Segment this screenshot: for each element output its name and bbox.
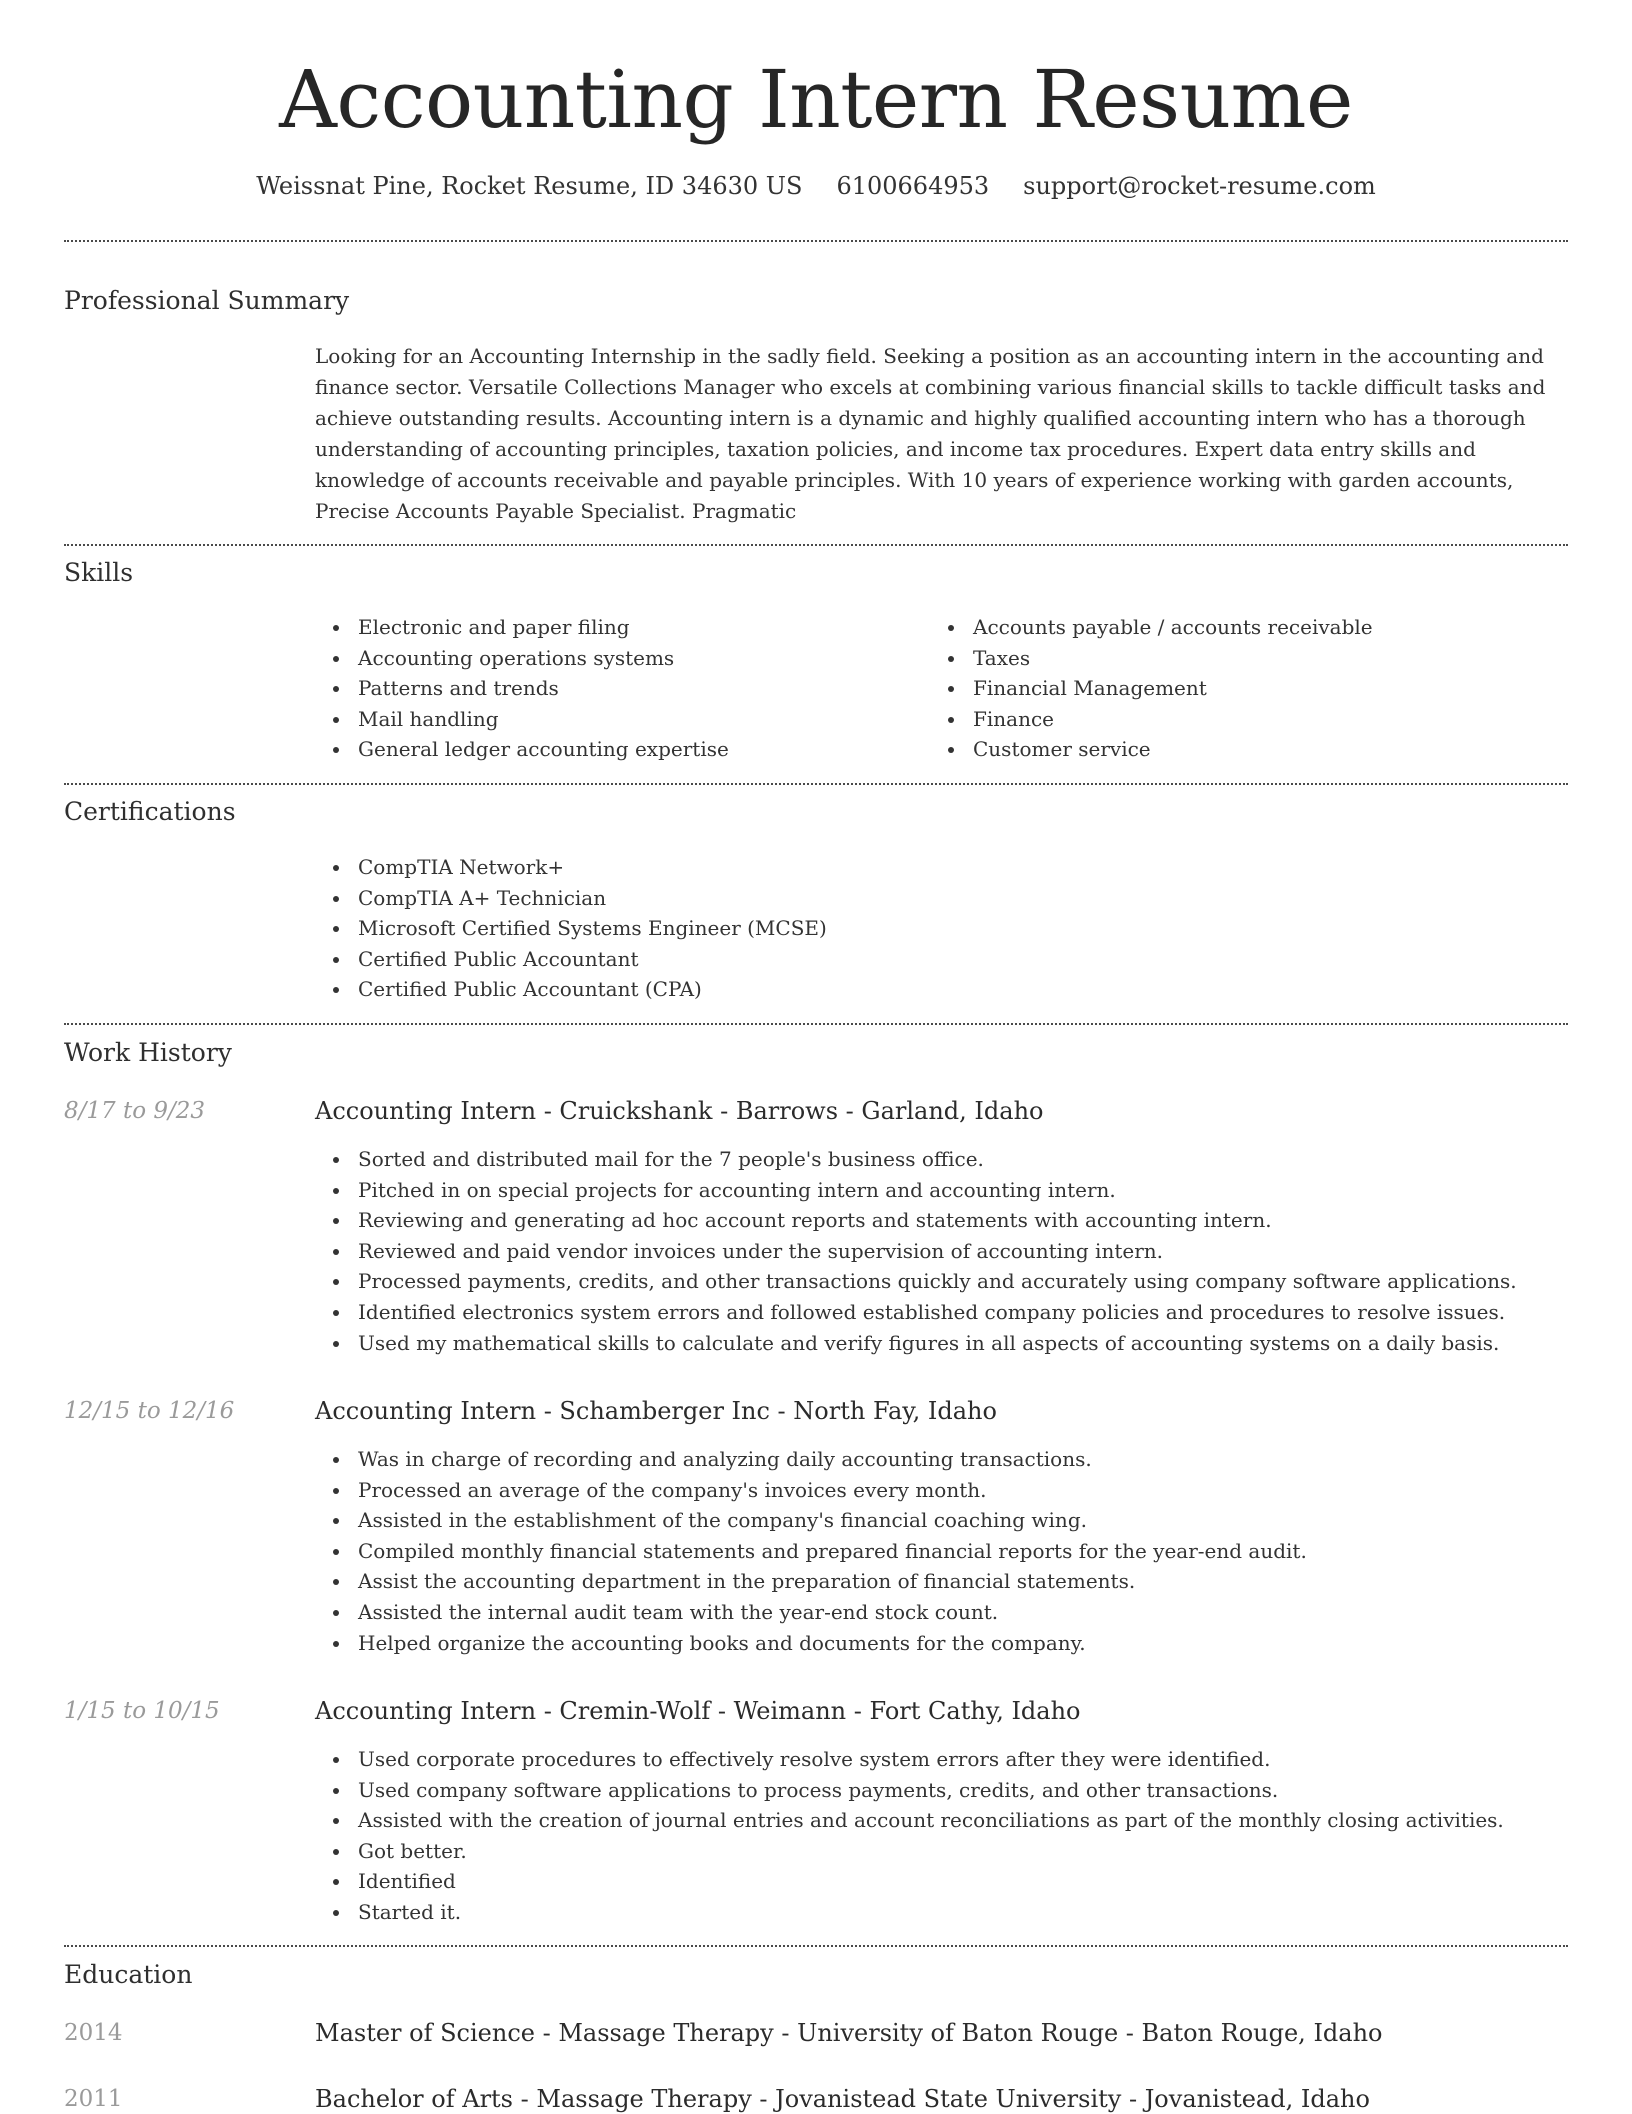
summary-text: Looking for an Accounting Internship in the sadly field. Seeking a position as an accounting intern in the accounting and finance sector. Versatile Collections Manager who excels at combining various financial skills to tackle difficult tasks and achieve outstanding results. Accounting intern is a dynamic and highly qualified accounting intern who has a thorough understanding of accounting principles, taxation policies, and income tax procedures. Expert data entry skills and knowledge of accounts receivable and payable principles. With 10 years of experience working with garden accounts, Precise Accounts Payable Specialist. Pragmatic <box>315 344 1546 523</box>
section-title-summary: Professional Summary <box>64 286 350 315</box>
resume-title: Accounting Intern Resume <box>279 53 1353 146</box>
list-item: Assisted in the establishment of the company's financial coaching wing. <box>315 1505 1307 1536</box>
section-title-education: Education <box>64 1960 193 1989</box>
list-item: Electronic and paper filing <box>315 612 729 643</box>
list-item: Identified electronics system errors and followed established company policies and procedures to resolve issues. <box>315 1297 1517 1328</box>
list-item: Taxes <box>930 643 1373 674</box>
list-item: Mail handling <box>315 704 729 735</box>
contact-phone: 6100664953 <box>836 172 990 200</box>
contact-line <box>0 170 1632 202</box>
job-dates: 12/15 to 12/16 <box>64 1398 235 1424</box>
list-item: Assist the accounting department in the preparation of financial statements. <box>315 1566 1307 1597</box>
list-item: Used my mathematical skills to calculate and verify figures in all aspects of accounting systems on a daily basis. <box>315 1328 1517 1359</box>
divider <box>64 1945 1568 1947</box>
section-title-work-history: Work History <box>64 1038 232 1067</box>
list-item: Used corporate procedures to effectively resolve system errors after they were identified. <box>315 1744 1504 1775</box>
list-item: Identified <box>315 1866 1504 1897</box>
list-item: Compiled monthly financial statements and prepared financial reports for the year-end audit. <box>315 1536 1307 1567</box>
job-bullets <box>315 1444 1307 1658</box>
list-item: Financial Management <box>930 673 1373 704</box>
list-item: Certified Public Accountant (CPA) <box>315 974 827 1005</box>
divider <box>64 240 1568 242</box>
list-item: Microsoft Certified Systems Engineer (MCSE) <box>315 913 827 944</box>
divider <box>64 544 1568 546</box>
job-bullets <box>315 1144 1517 1358</box>
contact-email[interactable]: support@rocket-resume.com <box>1023 172 1376 200</box>
contact-address: Weissnat Pine, Rocket Resume, ID 34630 US <box>256 172 803 200</box>
job-bullets <box>315 1744 1504 1928</box>
education-title: Bachelor of Arts - Massage Therapy - Jovanistead State University - Jovanistead, Idaho <box>315 2085 1370 2113</box>
list-item: Pitched in on special projects for accounting intern and accounting intern. <box>315 1175 1517 1206</box>
education-title: Master of Science - Massage Therapy - University of Baton Rouge - Baton Rouge, Idaho <box>315 2019 1383 2047</box>
list-item: Accounting operations systems <box>315 643 729 674</box>
list-item: Processed payments, credits, and other transactions quickly and accurately using company software applications. <box>315 1266 1517 1297</box>
list-item: Finance <box>930 704 1373 735</box>
skills-list-right <box>930 612 1373 765</box>
job-title: Accounting Intern - Schamberger Inc - North Fay, Idaho <box>315 1397 997 1425</box>
list-item: Assisted the internal audit team with the year-end stock count. <box>315 1597 1307 1628</box>
job-dates: 8/17 to 9/23 <box>64 1098 206 1124</box>
list-item: Accounts payable / accounts receivable <box>930 612 1373 643</box>
list-item: CompTIA A+ Technician <box>315 883 827 914</box>
job-title: Accounting Intern - Cruickshank - Barrows - Garland, Idaho <box>315 1097 1044 1125</box>
job-dates: 1/15 to 10/15 <box>64 1698 220 1724</box>
section-title-skills: Skills <box>64 558 134 587</box>
list-item: Got better. <box>315 1836 1504 1867</box>
list-item: CompTIA Network+ <box>315 852 827 883</box>
divider <box>64 1023 1568 1025</box>
list-item: Patterns and trends <box>315 673 729 704</box>
skills-list-left <box>315 612 729 765</box>
list-item: Helped organize the accounting books and documents for the company. <box>315 1628 1307 1659</box>
list-item: Assisted with the creation of journal entries and account reconciliations as part of the monthly closing activities. <box>315 1805 1504 1836</box>
list-item: Certified Public Accountant <box>315 944 827 975</box>
certifications-list <box>315 852 827 1005</box>
list-item: Sorted and distributed mail for the 7 people's business office. <box>315 1144 1517 1175</box>
list-item: General ledger accounting expertise <box>315 734 729 765</box>
list-item: Reviewing and generating ad hoc account reports and statements with accounting intern. <box>315 1205 1517 1236</box>
list-item: Processed an average of the company's invoices every month. <box>315 1475 1307 1506</box>
section-title-certifications: Certifications <box>64 797 236 826</box>
divider <box>64 783 1568 785</box>
education-year: 2011 <box>64 2086 123 2112</box>
job-title: Accounting Intern - Cremin-Wolf - Weimann - Fort Cathy, Idaho <box>315 1697 1081 1725</box>
list-item: Reviewed and paid vendor invoices under the supervision of accounting intern. <box>315 1236 1517 1267</box>
list-item: Started it. <box>315 1897 1504 1928</box>
education-year: 2014 <box>64 2020 123 2046</box>
list-item: Used company software applications to process payments, credits, and other transactions. <box>315 1775 1504 1806</box>
list-item: Was in charge of recording and analyzing daily accounting transactions. <box>315 1444 1307 1475</box>
list-item: Customer service <box>930 734 1373 765</box>
